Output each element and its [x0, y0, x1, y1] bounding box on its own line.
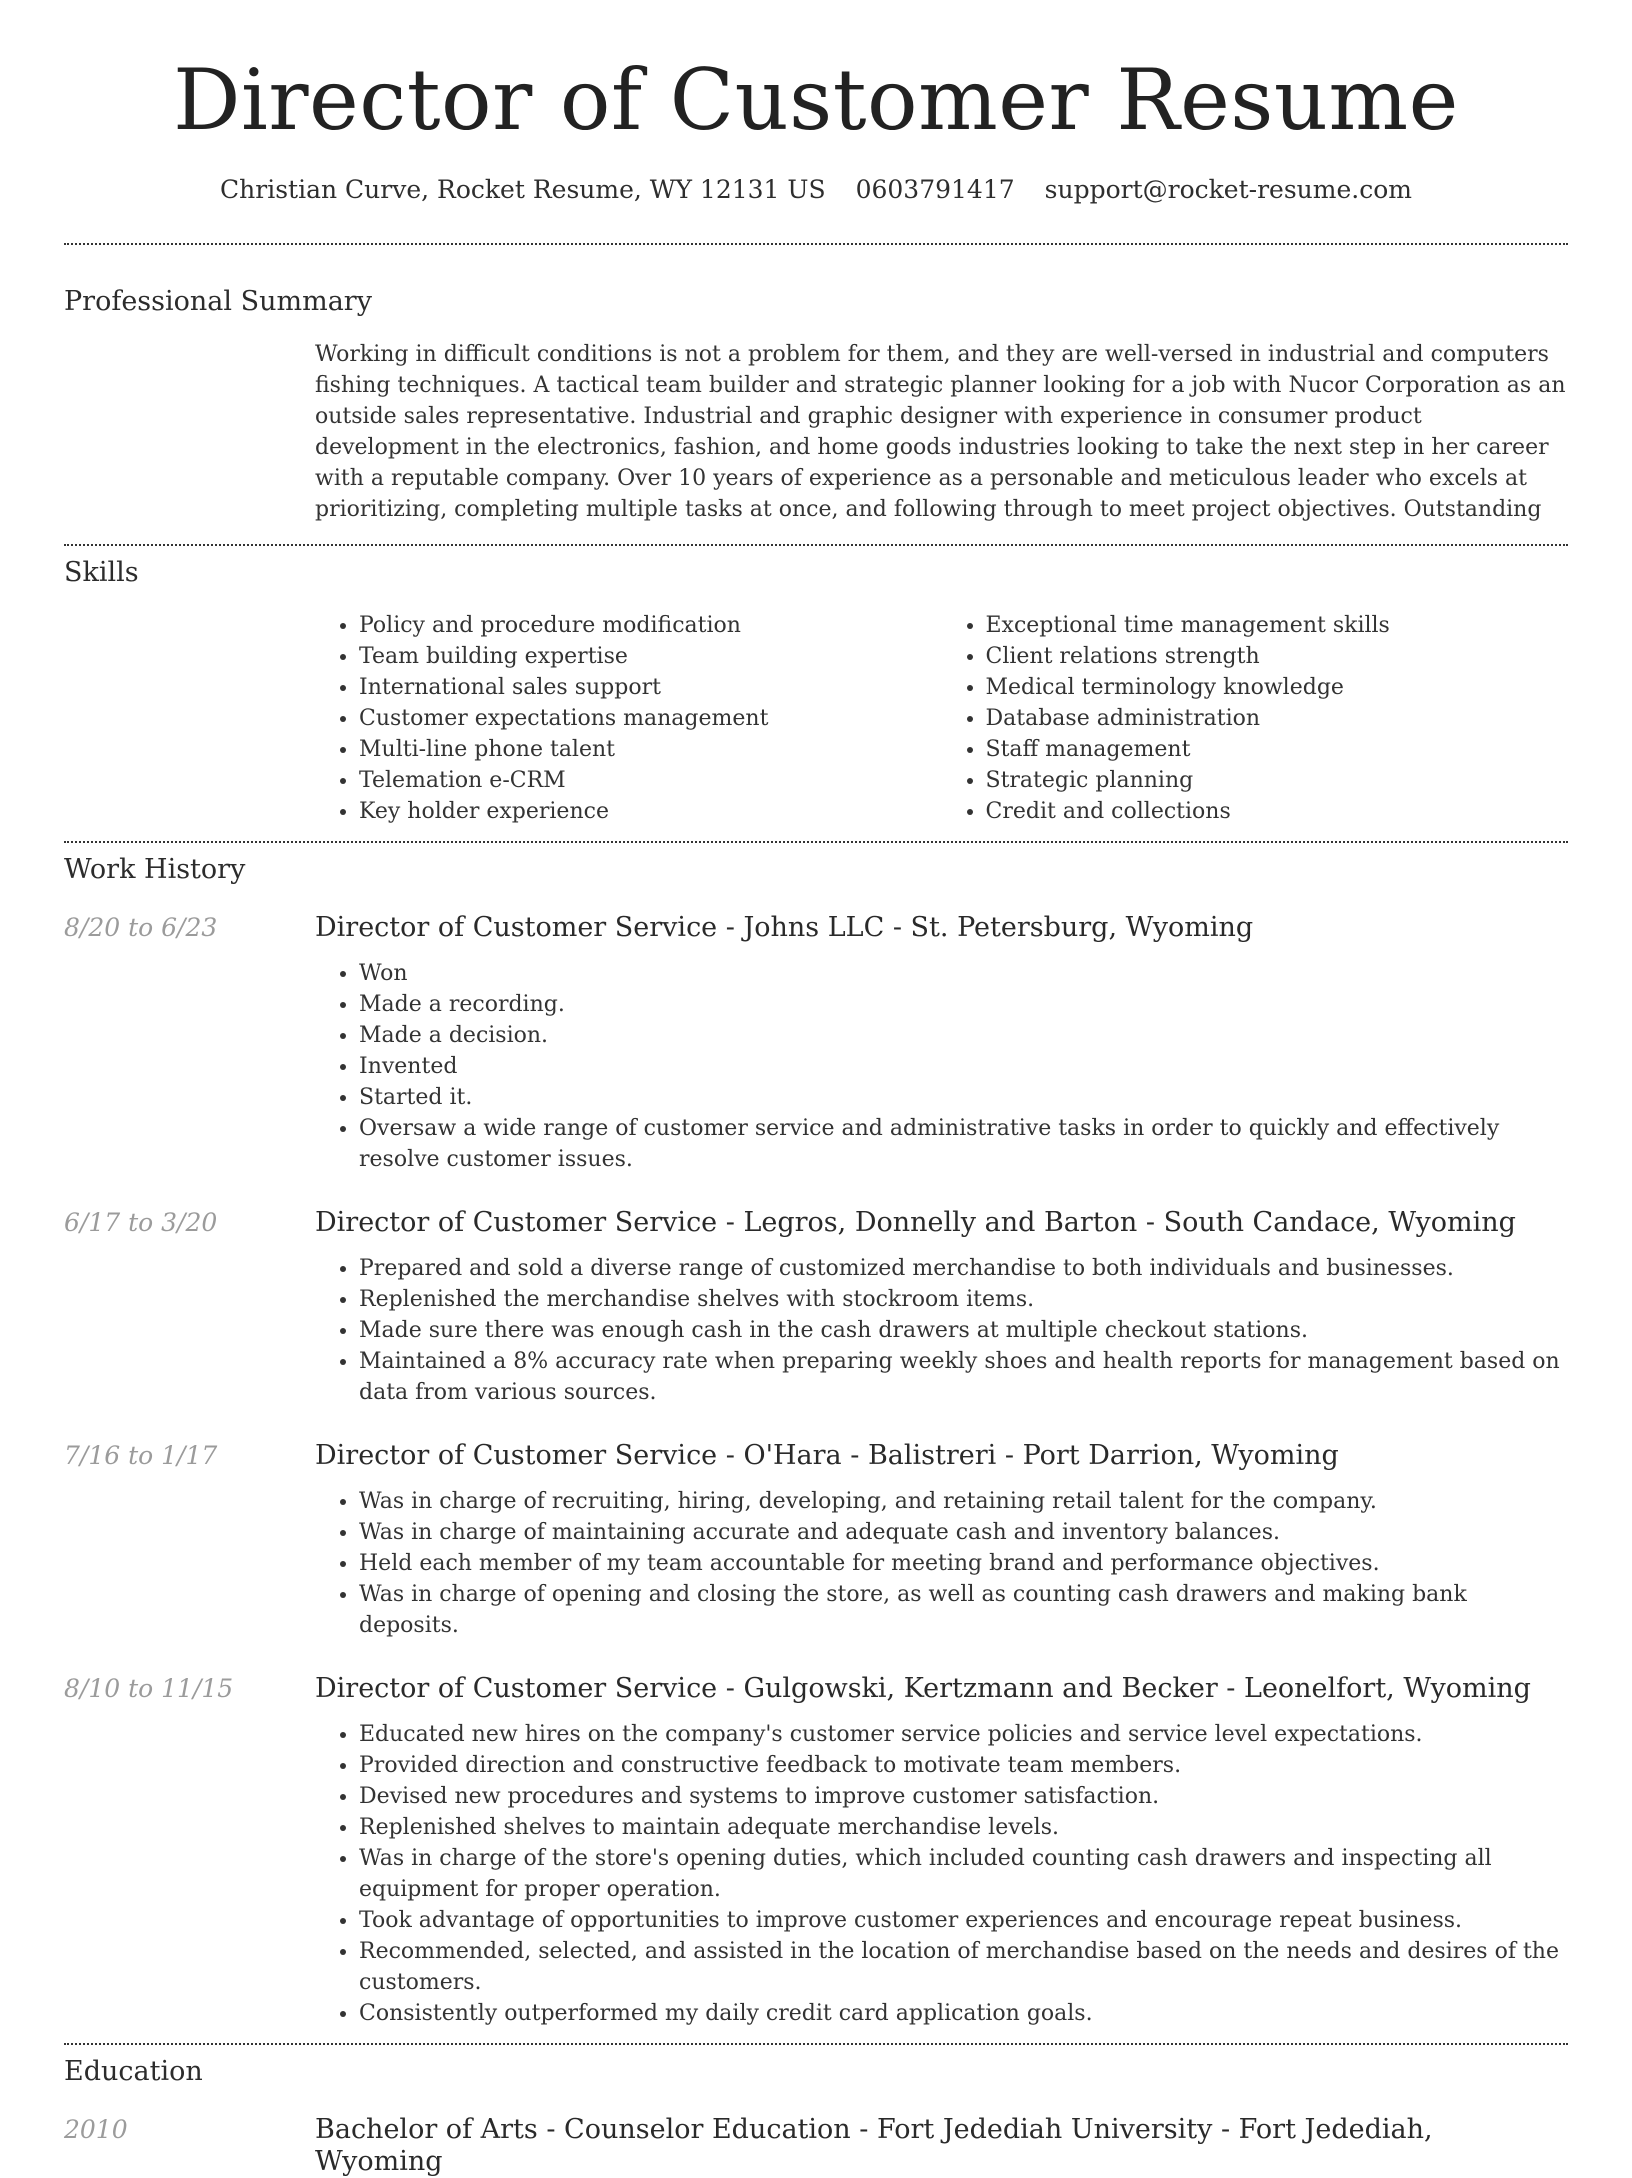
job-bullet: • Was in charge of the store's opening duties, which included counting cash drawers and inspecting all equipment for proper operation. [359, 1843, 1568, 1905]
job-bullet: • Replenished shelves to maintain adequate merchandise levels. [359, 1812, 1568, 1843]
job-dates: 8/10 to 11/15 [64, 1674, 234, 1703]
divider [64, 243, 1568, 245]
job-title: Director of Customer Service - Johns LLC - St. Petersburg, Wyoming [315, 912, 1254, 943]
job-bullet: • Won [359, 958, 1568, 989]
job-bullet: • Invented [359, 1051, 1568, 1082]
job-entry [64, 1440, 1568, 1641]
skill-item: • Customer expectations management [359, 703, 942, 734]
job-title: Director of Customer Service - Gulgowski, Kertzmann and Becker - Leonelfort, Wyoming [315, 1673, 1531, 1704]
contact-phone: 0603791417 [855, 175, 1015, 204]
job-bullet: • Made a recording. [359, 989, 1568, 1020]
job-bullet: • Was in charge of opening and closing the store, as well as counting cash drawers and making bank deposits. [359, 1579, 1568, 1641]
job-bullet: • Oversaw a wide range of customer service and administrative tasks in order to quickly and effectively resolve customer issues. [359, 1113, 1568, 1175]
skill-item: • Medical terminology knowledge [986, 672, 1569, 703]
skill-item: • Multi-line phone talent [359, 734, 942, 765]
job-dates: 6/17 to 3/20 [64, 1208, 218, 1237]
skill-item: • Telemation e-CRM [359, 765, 942, 796]
education-heading: Education [64, 2056, 203, 2087]
job-bullet: • Made a decision. [359, 1020, 1568, 1051]
work-heading: Work History [64, 854, 246, 885]
skills-column-left [315, 610, 942, 827]
skill-item: • Credit and collections [986, 796, 1569, 827]
divider [64, 544, 1568, 546]
skills-heading: Skills [64, 557, 139, 588]
job-bullet: • Devised new procedures and systems to improve customer satisfaction. [359, 1781, 1568, 1812]
divider [64, 841, 1568, 843]
job-bullet: • Maintained a 8% accuracy rate when preparing weekly shoes and health reports for management based on data from various sources. [359, 1346, 1568, 1408]
job-bullet: • Educated new hires on the company's customer service policies and service level expectations. [359, 1719, 1568, 1750]
job-bullet: • Consistently outperformed my daily credit card application goals. [359, 1998, 1568, 2029]
job-dates: 7/16 to 1/17 [64, 1441, 218, 1470]
skill-item: • Policy and procedure modification [359, 610, 942, 641]
skill-item: • Exceptional time management skills [986, 610, 1569, 641]
resume-page [64, 0, 1568, 2178]
page-title: Director of Customer Resume [173, 51, 1459, 149]
job-bullet: • Provided direction and constructive feedback to motivate team members. [359, 1750, 1568, 1781]
job-entry [64, 912, 1568, 1175]
job-bullet: • Took advantage of opportunities to improve customer experiences and encourage repeat business. [359, 1905, 1568, 1936]
job-bullet: • Was in charge of recruiting, hiring, developing, and retaining retail talent for the company. [359, 1486, 1568, 1517]
education-entry [64, 2114, 1568, 2178]
contact-email: support@rocket-resume.com [1044, 175, 1412, 204]
education-year: 2010 [64, 2115, 128, 2144]
skill-item: • International sales support [359, 672, 942, 703]
job-title: Director of Customer Service - O'Hara - Balistreri - Port Darrion, Wyoming [315, 1440, 1339, 1471]
job-entry [64, 1207, 1568, 1408]
skills-list [315, 610, 1568, 827]
skill-item: • Team building expertise [359, 641, 942, 672]
skill-item: • Key holder experience [359, 796, 942, 827]
skills-column-right [942, 610, 1569, 827]
summary-heading: Professional Summary [64, 286, 372, 317]
contact-address: Christian Curve, Rocket Resume, WY 12131 US [220, 175, 826, 204]
job-bullets [315, 958, 1568, 1175]
job-bullet: • Started it. [359, 1082, 1568, 1113]
skill-item: • Strategic planning [986, 765, 1569, 796]
job-bullets [315, 1486, 1568, 1641]
job-dates: 8/20 to 6/23 [64, 913, 218, 942]
skill-item: • Client relations strength [986, 641, 1569, 672]
job-bullet: • Prepared and sold a diverse range of customized merchandise to both individuals and businesses. [359, 1253, 1568, 1284]
job-bullet: • Was in charge of maintaining accurate and adequate cash and inventory balances. [359, 1517, 1568, 1548]
job-entry [64, 1673, 1568, 2029]
job-title: Director of Customer Service - Legros, Donnelly and Barton - South Candace, Wyoming [315, 1207, 1516, 1238]
summary-text: Working in difficult conditions is not a problem for them, and they are well-versed in industrial and computers fishing techniques. A tactical team builder and strategic planner looking for a job with Nucor Corporation as an outside sales representative. Industrial and graphic designer with experience in consumer product development in the electronics, fashion, and home goods industries looking to take the next step in her career with a reputable company. Over 10 years of experience as a personable and meticulous leader who excels at prioritizing, completing multiple tasks at once, and following through to meet project objectives. Outstanding [315, 342, 1566, 522]
job-bullets [315, 1719, 1568, 2029]
job-bullet: • Recommended, selected, and assisted in the location of merchandise based on the needs and desires of the customers. [359, 1936, 1568, 1998]
job-bullet: • Held each member of my team accountable for meeting brand and performance objectives. [359, 1548, 1568, 1579]
education-degree: Bachelor of Arts - Counselor Education - Fort Jedediah University - Fort Jedediah, Wyoming [315, 2114, 1433, 2177]
skill-item: • Staff management [986, 734, 1569, 765]
job-bullet: • Replenished the merchandise shelves with stockroom items. [359, 1284, 1568, 1315]
job-bullets [315, 1253, 1568, 1408]
skill-item: • Database administration [986, 703, 1569, 734]
job-bullet: • Made sure there was enough cash in the cash drawers at multiple checkout stations. [359, 1315, 1568, 1346]
divider [64, 2043, 1568, 2045]
contact-line [64, 174, 1568, 206]
